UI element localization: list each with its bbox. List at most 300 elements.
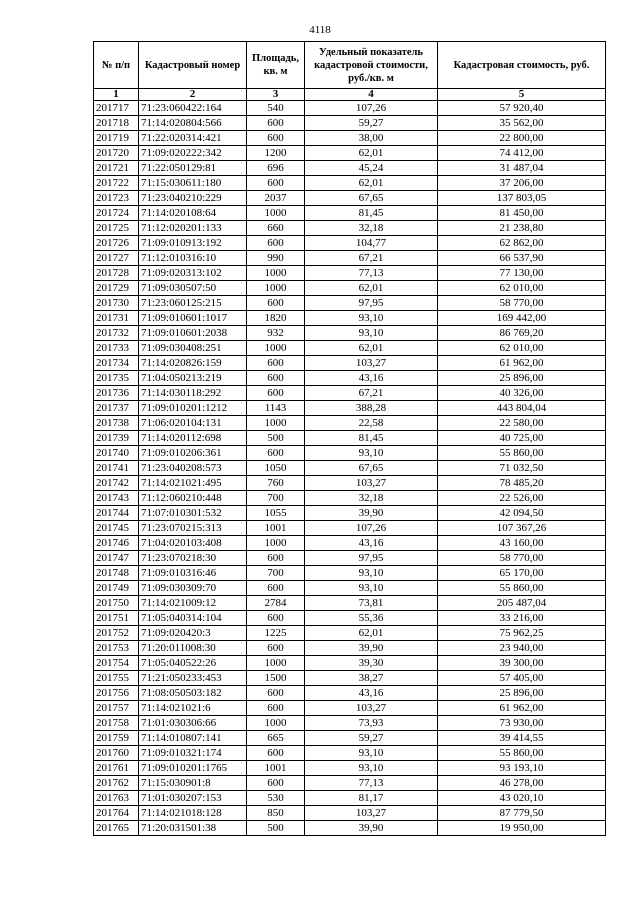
specific-value: 81,45 <box>305 206 438 221</box>
specific-value: 39,30 <box>305 656 438 671</box>
cadastral-number: 71:14:021018:128 <box>139 806 247 821</box>
cadastral-value: 22 580,00 <box>438 416 606 431</box>
row-index: 201719 <box>94 131 139 146</box>
row-index: 201754 <box>94 656 139 671</box>
specific-value: 67,21 <box>305 251 438 266</box>
column-number: 3 <box>247 89 305 101</box>
cadastral-value: 23 940,00 <box>438 641 606 656</box>
cadastral-value: 25 896,00 <box>438 686 606 701</box>
table-row <box>94 326 606 341</box>
cadastral-value: 443 804,04 <box>438 401 606 416</box>
area-value: 600 <box>247 746 305 761</box>
cadastral-value: 40 326,00 <box>438 386 606 401</box>
specific-value: 59,27 <box>305 116 438 131</box>
row-index: 201740 <box>94 446 139 461</box>
row-index: 201757 <box>94 701 139 716</box>
cadastral-number: 71:22:020314:421 <box>139 131 247 146</box>
header-specific-value: Удельный показатель кадастровой стоимости, руб./кв. м <box>305 42 438 89</box>
area-value: 1000 <box>247 536 305 551</box>
area-value: 1143 <box>247 401 305 416</box>
cadastral-number: 71:23:060125:215 <box>139 296 247 311</box>
area-value: 600 <box>247 641 305 656</box>
area-value: 1000 <box>247 266 305 281</box>
cadastral-number: 71:09:010601:2038 <box>139 326 247 341</box>
specific-value: 55,36 <box>305 611 438 626</box>
specific-value: 39,90 <box>305 506 438 521</box>
cadastral-value: 62 010,00 <box>438 341 606 356</box>
table-row <box>94 701 606 716</box>
row-index: 201741 <box>94 461 139 476</box>
specific-value: 38,00 <box>305 131 438 146</box>
table-row <box>94 716 606 731</box>
cadastral-value: 31 487,04 <box>438 161 606 176</box>
row-index: 201750 <box>94 596 139 611</box>
specific-value: 43,16 <box>305 371 438 386</box>
cadastral-number: 71:12:060210:448 <box>139 491 247 506</box>
area-value: 850 <box>247 806 305 821</box>
cadastral-number: 71:01:030207:153 <box>139 791 247 806</box>
table-row <box>94 386 606 401</box>
area-value: 600 <box>247 296 305 311</box>
row-index: 201737 <box>94 401 139 416</box>
table-row <box>94 131 606 146</box>
table-row <box>94 266 606 281</box>
table-row <box>94 731 606 746</box>
table-row <box>94 191 606 206</box>
cadastral-number: 71:04:050213:219 <box>139 371 247 386</box>
table-row <box>94 146 606 161</box>
cadastral-value: 37 206,00 <box>438 176 606 191</box>
cadastral-value: 61 962,00 <box>438 701 606 716</box>
specific-value: 62,01 <box>305 176 438 191</box>
specific-value: 107,26 <box>305 101 438 116</box>
table-row <box>94 776 606 791</box>
table-row <box>94 521 606 536</box>
table-row <box>94 581 606 596</box>
cadastral-number: 71:14:030118:292 <box>139 386 247 401</box>
row-index: 201760 <box>94 746 139 761</box>
cadastral-number: 71:09:020222:342 <box>139 146 247 161</box>
cadastral-value: 55 860,00 <box>438 581 606 596</box>
cadastral-value: 65 170,00 <box>438 566 606 581</box>
cadastral-number: 71:09:030507:50 <box>139 281 247 296</box>
cadastral-value: 46 278,00 <box>438 776 606 791</box>
specific-value: 104,77 <box>305 236 438 251</box>
specific-value: 67,65 <box>305 191 438 206</box>
cadastral-number: 71:09:010206:361 <box>139 446 247 461</box>
cadastral-number: 71:15:030901:8 <box>139 776 247 791</box>
table-row <box>94 446 606 461</box>
specific-value: 39,90 <box>305 641 438 656</box>
table-row <box>94 671 606 686</box>
table-row <box>94 656 606 671</box>
cadastral-number: 71:09:030408:251 <box>139 341 247 356</box>
area-value: 530 <box>247 791 305 806</box>
row-index: 201720 <box>94 146 139 161</box>
specific-value: 97,95 <box>305 551 438 566</box>
specific-value: 67,21 <box>305 386 438 401</box>
row-index: 201734 <box>94 356 139 371</box>
specific-value: 107,26 <box>305 521 438 536</box>
cadastral-value: 57 405,00 <box>438 671 606 686</box>
cadastral-value: 74 412,00 <box>438 146 606 161</box>
cadastral-number: 71:20:011008:30 <box>139 641 247 656</box>
cadastral-number: 71:14:021009:12 <box>139 596 247 611</box>
table-row <box>94 806 606 821</box>
cadastral-value: 22 526,00 <box>438 491 606 506</box>
cadastral-number: 71:23:070218:30 <box>139 551 247 566</box>
cadastral-number: 71:21:050233:453 <box>139 671 247 686</box>
table-row <box>94 476 606 491</box>
cadastral-number: 71:14:020108:64 <box>139 206 247 221</box>
cadastral-table <box>93 41 606 836</box>
area-value: 600 <box>247 176 305 191</box>
specific-value: 388,28 <box>305 401 438 416</box>
cadastral-number: 71:14:020112:698 <box>139 431 247 446</box>
specific-value: 62,01 <box>305 281 438 296</box>
area-value: 1001 <box>247 761 305 776</box>
row-index: 201721 <box>94 161 139 176</box>
specific-value: 77,13 <box>305 266 438 281</box>
table-row <box>94 206 606 221</box>
row-index: 201718 <box>94 116 139 131</box>
area-value: 1225 <box>247 626 305 641</box>
row-index: 201723 <box>94 191 139 206</box>
area-value: 600 <box>247 116 305 131</box>
cadastral-value: 33 216,00 <box>438 611 606 626</box>
table-row <box>94 761 606 776</box>
area-value: 760 <box>247 476 305 491</box>
cadastral-value: 62 010,00 <box>438 281 606 296</box>
row-index: 201746 <box>94 536 139 551</box>
row-index: 201731 <box>94 311 139 326</box>
page-number: 4118 <box>309 24 331 36</box>
table-row <box>94 356 606 371</box>
cadastral-value: 71 032,50 <box>438 461 606 476</box>
cadastral-value: 58 770,00 <box>438 551 606 566</box>
row-index: 201755 <box>94 671 139 686</box>
cadastral-value: 40 725,00 <box>438 431 606 446</box>
specific-value: 62,01 <box>305 341 438 356</box>
row-index: 201758 <box>94 716 139 731</box>
column-number-row <box>94 89 606 101</box>
cadastral-value: 39 300,00 <box>438 656 606 671</box>
area-value: 1000 <box>247 341 305 356</box>
row-index: 201759 <box>94 731 139 746</box>
table-row <box>94 176 606 191</box>
specific-value: 93,10 <box>305 311 438 326</box>
table-row <box>94 626 606 641</box>
specific-value: 45,24 <box>305 161 438 176</box>
cadastral-value: 93 193,10 <box>438 761 606 776</box>
cadastral-value: 57 920,40 <box>438 101 606 116</box>
area-value: 660 <box>247 221 305 236</box>
column-number: 2 <box>139 89 247 101</box>
cadastral-value: 169 442,00 <box>438 311 606 326</box>
area-value: 1000 <box>247 716 305 731</box>
specific-value: 93,10 <box>305 581 438 596</box>
area-value: 600 <box>247 701 305 716</box>
cadastral-value: 62 862,00 <box>438 236 606 251</box>
table-row <box>94 566 606 581</box>
specific-value: 93,10 <box>305 761 438 776</box>
row-index: 201745 <box>94 521 139 536</box>
row-index: 201762 <box>94 776 139 791</box>
table-row <box>94 431 606 446</box>
cadastral-number: 71:09:010321:174 <box>139 746 247 761</box>
cadastral-number: 71:15:030611:180 <box>139 176 247 191</box>
area-value: 600 <box>247 581 305 596</box>
specific-value: 67,65 <box>305 461 438 476</box>
table-row <box>94 161 606 176</box>
row-index: 201756 <box>94 686 139 701</box>
table-row <box>94 551 606 566</box>
specific-value: 73,93 <box>305 716 438 731</box>
cadastral-value: 205 487,04 <box>438 596 606 611</box>
table-row <box>94 311 606 326</box>
cadastral-number: 71:05:040522:26 <box>139 656 247 671</box>
cadastral-value: 25 896,00 <box>438 371 606 386</box>
specific-value: 39,90 <box>305 821 438 836</box>
header-cadastral-number: Кадастровый номер <box>139 42 247 89</box>
header-index: № п/п <box>94 42 139 89</box>
cadastral-value: 78 485,20 <box>438 476 606 491</box>
cadastral-number: 71:12:010316:10 <box>139 251 247 266</box>
area-value: 600 <box>247 131 305 146</box>
specific-value: 32,18 <box>305 221 438 236</box>
column-number: 5 <box>438 89 606 101</box>
row-index: 201722 <box>94 176 139 191</box>
area-value: 1000 <box>247 416 305 431</box>
row-index: 201742 <box>94 476 139 491</box>
row-index: 201763 <box>94 791 139 806</box>
cadastral-value: 42 094,50 <box>438 506 606 521</box>
area-value: 1050 <box>247 461 305 476</box>
row-index: 201736 <box>94 386 139 401</box>
table-row <box>94 281 606 296</box>
row-index: 201752 <box>94 626 139 641</box>
table-row <box>94 416 606 431</box>
cadastral-number: 71:14:020804:566 <box>139 116 247 131</box>
specific-value: 81,17 <box>305 791 438 806</box>
row-index: 201744 <box>94 506 139 521</box>
cadastral-number: 71:09:010601:1017 <box>139 311 247 326</box>
cadastral-value: 19 950,00 <box>438 821 606 836</box>
cadastral-number: 71:09:030309:70 <box>139 581 247 596</box>
specific-value: 97,95 <box>305 296 438 311</box>
column-number: 4 <box>305 89 438 101</box>
area-value: 600 <box>247 551 305 566</box>
area-value: 600 <box>247 686 305 701</box>
area-value: 700 <box>247 491 305 506</box>
cadastral-value: 73 930,00 <box>438 716 606 731</box>
area-value: 2784 <box>247 596 305 611</box>
table-row <box>94 401 606 416</box>
row-index: 201727 <box>94 251 139 266</box>
table-row <box>94 746 606 761</box>
table-row <box>94 611 606 626</box>
specific-value: 81,45 <box>305 431 438 446</box>
area-value: 1500 <box>247 671 305 686</box>
cadastral-value: 22 800,00 <box>438 131 606 146</box>
area-value: 540 <box>247 101 305 116</box>
row-index: 201735 <box>94 371 139 386</box>
cadastral-value: 107 367,26 <box>438 521 606 536</box>
specific-value: 93,10 <box>305 746 438 761</box>
row-index: 201738 <box>94 416 139 431</box>
cadastral-number: 71:23:070215:313 <box>139 521 247 536</box>
row-index: 201724 <box>94 206 139 221</box>
cadastral-number: 71:09:020313:102 <box>139 266 247 281</box>
cadastral-number: 71:01:030306:66 <box>139 716 247 731</box>
specific-value: 103,27 <box>305 806 438 821</box>
area-value: 1820 <box>247 311 305 326</box>
table-body <box>94 101 606 836</box>
area-value: 1001 <box>247 521 305 536</box>
specific-value: 93,10 <box>305 446 438 461</box>
specific-value: 77,13 <box>305 776 438 791</box>
specific-value: 59,27 <box>305 731 438 746</box>
area-value: 1000 <box>247 281 305 296</box>
cadastral-value: 66 537,90 <box>438 251 606 266</box>
table-row <box>94 251 606 266</box>
cadastral-value: 43 160,00 <box>438 536 606 551</box>
table-row <box>94 341 606 356</box>
area-value: 600 <box>247 611 305 626</box>
row-index: 201725 <box>94 221 139 236</box>
row-index: 201753 <box>94 641 139 656</box>
table-row <box>94 596 606 611</box>
row-index: 201730 <box>94 296 139 311</box>
cadastral-value: 137 803,05 <box>438 191 606 206</box>
area-value: 600 <box>247 776 305 791</box>
cadastral-number: 71:22:050129:81 <box>139 161 247 176</box>
row-index: 201739 <box>94 431 139 446</box>
cadastral-value: 55 860,00 <box>438 746 606 761</box>
row-index: 201747 <box>94 551 139 566</box>
table-row <box>94 221 606 236</box>
cadastral-number: 71:20:031501:38 <box>139 821 247 836</box>
row-index: 201765 <box>94 821 139 836</box>
cadastral-number: 71:07:010301:532 <box>139 506 247 521</box>
area-value: 600 <box>247 371 305 386</box>
table-header-row <box>94 42 606 89</box>
row-index: 201743 <box>94 491 139 506</box>
cadastral-number: 71:23:060422:164 <box>139 101 247 116</box>
table-row <box>94 461 606 476</box>
cadastral-number: 71:09:010201:1765 <box>139 761 247 776</box>
area-value: 932 <box>247 326 305 341</box>
row-index: 201764 <box>94 806 139 821</box>
cadastral-number: 71:14:021021:495 <box>139 476 247 491</box>
cadastral-value: 43 020,10 <box>438 791 606 806</box>
cadastral-number: 71:14:020826:159 <box>139 356 247 371</box>
table-row <box>94 101 606 116</box>
table-row <box>94 536 606 551</box>
area-value: 600 <box>247 236 305 251</box>
specific-value: 22,58 <box>305 416 438 431</box>
area-value: 500 <box>247 431 305 446</box>
cadastral-number: 71:04:020103:408 <box>139 536 247 551</box>
cadastral-value: 87 779,50 <box>438 806 606 821</box>
table-row <box>94 641 606 656</box>
cadastral-number: 71:09:010316:46 <box>139 566 247 581</box>
area-value: 500 <box>247 821 305 836</box>
cadastral-number: 71:09:020420:3 <box>139 626 247 641</box>
row-index: 201748 <box>94 566 139 581</box>
row-index: 201729 <box>94 281 139 296</box>
cadastral-number: 71:05:040314:104 <box>139 611 247 626</box>
row-index: 201726 <box>94 236 139 251</box>
cadastral-number: 71:23:040208:573 <box>139 461 247 476</box>
specific-value: 103,27 <box>305 356 438 371</box>
specific-value: 62,01 <box>305 146 438 161</box>
cadastral-value: 81 450,00 <box>438 206 606 221</box>
table-row <box>94 686 606 701</box>
header-cadastral-value: Кадастровая стоимость, руб. <box>438 42 606 89</box>
area-value: 600 <box>247 446 305 461</box>
area-value: 1200 <box>247 146 305 161</box>
specific-value: 43,16 <box>305 536 438 551</box>
table-row <box>94 506 606 521</box>
cadastral-value: 39 414,55 <box>438 731 606 746</box>
table-row <box>94 371 606 386</box>
area-value: 600 <box>247 386 305 401</box>
specific-value: 73,81 <box>305 596 438 611</box>
area-value: 600 <box>247 356 305 371</box>
row-index: 201717 <box>94 101 139 116</box>
cadastral-number: 71:08:050503:182 <box>139 686 247 701</box>
table-row <box>94 116 606 131</box>
specific-value: 103,27 <box>305 701 438 716</box>
area-value: 1000 <box>247 656 305 671</box>
area-value: 700 <box>247 566 305 581</box>
row-index: 201751 <box>94 611 139 626</box>
table-row <box>94 791 606 806</box>
cadastral-number: 71:12:020201:133 <box>139 221 247 236</box>
cadastral-value: 35 562,00 <box>438 116 606 131</box>
table-row <box>94 821 606 836</box>
row-index: 201749 <box>94 581 139 596</box>
cadastral-number: 71:09:010913:192 <box>139 236 247 251</box>
area-value: 696 <box>247 161 305 176</box>
specific-value: 43,16 <box>305 686 438 701</box>
area-value: 665 <box>247 731 305 746</box>
specific-value: 32,18 <box>305 491 438 506</box>
specific-value: 93,10 <box>305 326 438 341</box>
area-value: 2037 <box>247 191 305 206</box>
table-row <box>94 296 606 311</box>
header-area: Площадь, кв. м <box>247 42 305 89</box>
area-value: 990 <box>247 251 305 266</box>
cadastral-number: 71:09:010201:1212 <box>139 401 247 416</box>
cadastral-number: 71:14:010807:141 <box>139 731 247 746</box>
cadastral-value: 75 962,25 <box>438 626 606 641</box>
row-index: 201761 <box>94 761 139 776</box>
cadastral-value: 21 238,80 <box>438 221 606 236</box>
cadastral-number: 71:14:021021:6 <box>139 701 247 716</box>
cadastral-number: 71:06:020104:131 <box>139 416 247 431</box>
table-row <box>94 491 606 506</box>
area-value: 1000 <box>247 206 305 221</box>
cadastral-number: 71:23:040210:229 <box>139 191 247 206</box>
cadastral-value: 86 769,20 <box>438 326 606 341</box>
specific-value: 38,27 <box>305 671 438 686</box>
row-index: 201732 <box>94 326 139 341</box>
table-row <box>94 236 606 251</box>
specific-value: 62,01 <box>305 626 438 641</box>
specific-value: 103,27 <box>305 476 438 491</box>
